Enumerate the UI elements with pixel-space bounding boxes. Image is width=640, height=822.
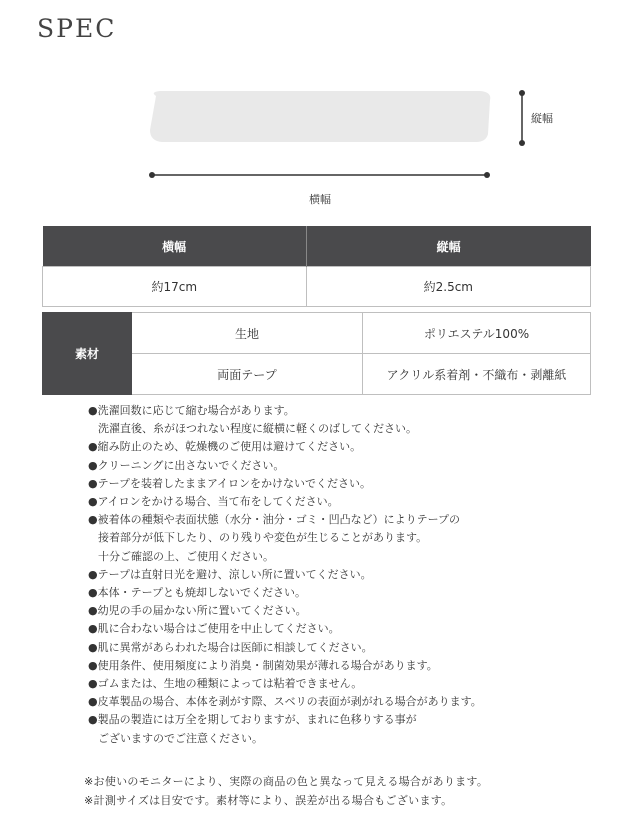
page-title: SPEC [37, 14, 117, 43]
note-item: 接着部分が低下したり、のり残りや変色が生じることがあります。 [98, 531, 428, 545]
care-notes-list [88, 402, 482, 748]
footnote-item: ※計測サイズは目安です。素材等により、誤差が出る場合もございます。 [84, 794, 453, 807]
material-part: 両面テープ [132, 354, 363, 395]
note-item: ●皮革製品の場合、本体を剥がす際、スベリの表面が剥がれる場合があります。 [88, 695, 482, 709]
note-item: ●クリーニングに出さないでください。 [88, 458, 285, 472]
product-size-diagram [0, 0, 640, 220]
note-item: 洗濯直後、糸がほつれない程度に縦横に軽くのばしてください。 [98, 422, 417, 436]
material-value: ポリエステル100% [363, 313, 591, 354]
size-table-header-row [43, 226, 591, 267]
height-dimension-bottom-dot [519, 140, 525, 146]
size-value-height: 約2.5cm [306, 267, 590, 307]
note-item: ●肌に合わない場合はご使用を中止してください。 [88, 622, 340, 636]
width-dimension-left-dot [149, 172, 155, 178]
note-item: ●テープを装着したままアイロンをかけないでください。 [88, 476, 372, 490]
note-item: ●被着体の種類や表面状態（水分・油分・ゴミ・凹凸など）によりテープの [88, 513, 461, 527]
note-item: ●縮み防止のため、乾燥機のご使用は避けてください。 [88, 440, 362, 454]
note-item: ●アイロンをかける場合、当て布をしてください。 [88, 495, 339, 509]
note-item: ●使用条件、使用頻度により消臭・制菌効果が薄れる場合があります。 [88, 658, 438, 672]
height-dimension-top-dot [519, 90, 525, 96]
material-table [42, 312, 591, 395]
note-item: 十分ご確認の上、ご使用ください。 [98, 549, 274, 563]
size-header-width: 横幅 [43, 226, 307, 267]
note-item: ●洗濯回数に応じて縮む場合があります。 [88, 404, 295, 417]
width-dimension-label: 横幅 [309, 193, 331, 206]
note-item: ●ゴムまたは、生地の種類によっては粘着できません。 [88, 677, 363, 691]
width-dimension-right-dot [484, 172, 490, 178]
size-table [42, 226, 591, 307]
size-table-value-row [43, 267, 591, 307]
height-dimension-label: 縦幅 [531, 112, 553, 125]
note-item: ●幼児の手の届かない所に置いてください。 [88, 604, 307, 618]
material-part: 生地 [132, 313, 363, 354]
product-shape [150, 91, 490, 142]
material-row [43, 313, 591, 354]
material-value: アクリル系着剤・不織布・剥離紙 [363, 354, 591, 395]
note-item: ●本体・テープとも焼却しないでください。 [88, 586, 307, 600]
footnote-item: ※お使いのモニターにより、実際の商品の色と異なって見える場合があります。 [84, 775, 489, 788]
note-item: ●テープは直射日光を避け、涼しい所に置いてください。 [88, 567, 372, 581]
note-item: ●肌に異常があらわれた場合は医師に相談してください。 [88, 640, 373, 654]
size-value-width: 約17cm [43, 267, 307, 307]
note-item: ございますのでご注意ください。 [98, 731, 263, 745]
size-header-height: 縦幅 [306, 226, 590, 267]
note-item: ●製品の製造には万全を期しておりますが、まれに色移りする事が [88, 713, 417, 727]
material-header: 素材 [43, 313, 132, 395]
footnotes-list [84, 772, 488, 810]
